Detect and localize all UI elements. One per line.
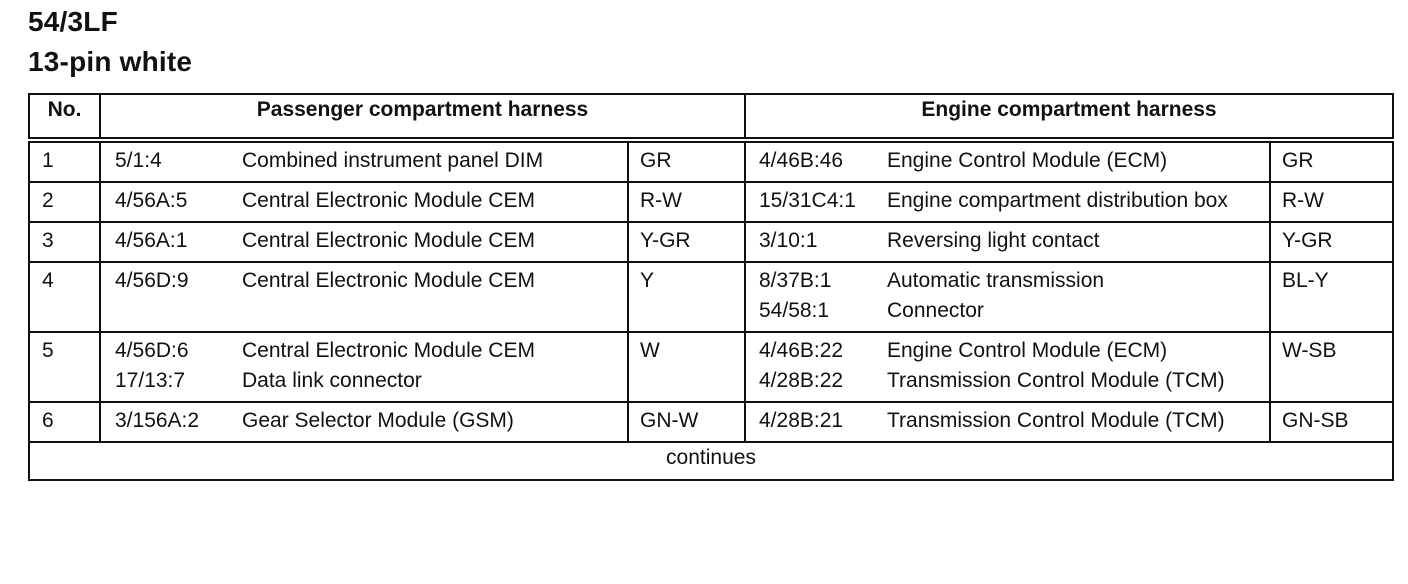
engine-component-line: Engine compartment distribution box — [887, 189, 1228, 212]
engine-terminal — [745, 222, 885, 262]
table-row — [29, 182, 1393, 222]
passenger-terminal — [100, 222, 240, 262]
engine-terminal — [745, 332, 885, 402]
table-row — [29, 222, 1393, 262]
passenger-terminal-line: 3/156A:2 — [115, 409, 200, 432]
engine-terminal-line: 15/31C4:1 — [759, 189, 856, 212]
passenger-component — [240, 402, 628, 442]
header-no: No. — [29, 94, 100, 140]
header-row — [29, 94, 1393, 140]
passenger-wire-color: GN-W — [628, 402, 745, 442]
engine-component-line: Engine Control Module (ECM) — [887, 339, 1168, 362]
engine-wire-color: GN-SB — [1270, 402, 1393, 442]
engine-terminal-line: 4/46B:46 — [759, 149, 844, 172]
passenger-terminal-line: 4/56A:1 — [115, 229, 188, 252]
pinout-table — [28, 93, 1394, 481]
passenger-component — [240, 140, 628, 182]
engine-component-line: Engine Control Module (ECM) — [887, 149, 1168, 172]
passenger-component-line: Central Electronic Module CEM — [242, 339, 535, 362]
pin-number: 1 — [29, 140, 100, 182]
passenger-wire-color: W — [628, 332, 745, 402]
passenger-wire-color: Y — [628, 262, 745, 332]
engine-component — [885, 332, 1270, 402]
passenger-terminal — [100, 332, 240, 402]
pin-number: 4 — [29, 262, 100, 332]
engine-component-line: Transmission Control Module (TCM) — [887, 369, 1225, 392]
passenger-wire-color: GR — [628, 140, 745, 182]
pin-number: 5 — [29, 332, 100, 402]
passenger-terminal — [100, 402, 240, 442]
passenger-component — [240, 332, 628, 402]
passenger-component-line: Central Electronic Module CEM — [242, 189, 535, 212]
passenger-component — [240, 222, 628, 262]
pin-number: 6 — [29, 402, 100, 442]
footer-row — [29, 442, 1393, 480]
engine-component-line: Reversing light contact — [887, 229, 1100, 252]
passenger-component — [240, 262, 628, 332]
connector-title: 54/3LF — [28, 6, 118, 37]
engine-wire-color: W-SB — [1270, 332, 1393, 402]
engine-terminal-line: 4/46B:22 — [759, 339, 844, 362]
pin-number: 3 — [29, 222, 100, 262]
passenger-terminal — [100, 182, 240, 222]
header-engine-harness: Engine compartment harness — [745, 94, 1393, 140]
passenger-component-line: Data link connector — [242, 369, 422, 392]
passenger-terminal-line: 4/56D:6 — [115, 339, 189, 362]
passenger-terminal — [100, 140, 240, 182]
continues-note: continues — [666, 446, 756, 469]
engine-component-line: Automatic transmission — [887, 269, 1105, 292]
engine-terminal — [745, 262, 885, 332]
engine-component — [885, 182, 1270, 222]
passenger-terminal-line: 5/1:4 — [115, 149, 162, 172]
passenger-component-line: Combined instrument panel DIM — [242, 149, 544, 172]
engine-wire-color: GR — [1270, 140, 1393, 182]
engine-component — [885, 140, 1270, 182]
engine-wire-color: R-W — [1270, 182, 1393, 222]
passenger-terminal-line: 17/13:7 — [115, 369, 186, 392]
engine-terminal — [745, 402, 885, 442]
passenger-component-line: Gear Selector Module (GSM) — [242, 409, 514, 432]
passenger-terminal-line: 4/56A:5 — [115, 189, 188, 212]
engine-component — [885, 262, 1270, 332]
engine-component-line: Transmission Control Module (TCM) — [887, 409, 1225, 432]
passenger-component — [240, 182, 628, 222]
table-row — [29, 402, 1393, 442]
engine-terminal-line: 3/10:1 — [759, 229, 818, 252]
engine-component — [885, 402, 1270, 442]
passenger-terminal-line: 4/56D:9 — [115, 269, 189, 292]
engine-component — [885, 222, 1270, 262]
passenger-wire-color: R-W — [628, 182, 745, 222]
table-row — [29, 262, 1393, 332]
passenger-component-line: Central Electronic Module CEM — [242, 269, 535, 292]
engine-terminal-line: 4/28B:22 — [759, 369, 844, 392]
engine-terminal-line: 8/37B:1 — [759, 269, 832, 292]
connector-subtitle: 13-pin white — [28, 46, 193, 77]
passenger-wire-color: Y-GR — [628, 222, 745, 262]
table-row — [29, 140, 1393, 182]
engine-terminal — [745, 182, 885, 222]
engine-wire-color: Y-GR — [1270, 222, 1393, 262]
pin-number: 2 — [29, 182, 100, 222]
engine-terminal-line: 54/58:1 — [759, 299, 830, 322]
passenger-component-line: Central Electronic Module CEM — [242, 229, 535, 252]
engine-terminal — [745, 140, 885, 182]
table-row — [29, 332, 1393, 402]
engine-wire-color: BL-Y — [1270, 262, 1393, 332]
engine-component-line: Connector — [887, 299, 984, 322]
header-passenger-harness: Passenger compartment harness — [100, 94, 745, 140]
passenger-terminal — [100, 262, 240, 332]
engine-terminal-line: 4/28B:21 — [759, 409, 844, 432]
